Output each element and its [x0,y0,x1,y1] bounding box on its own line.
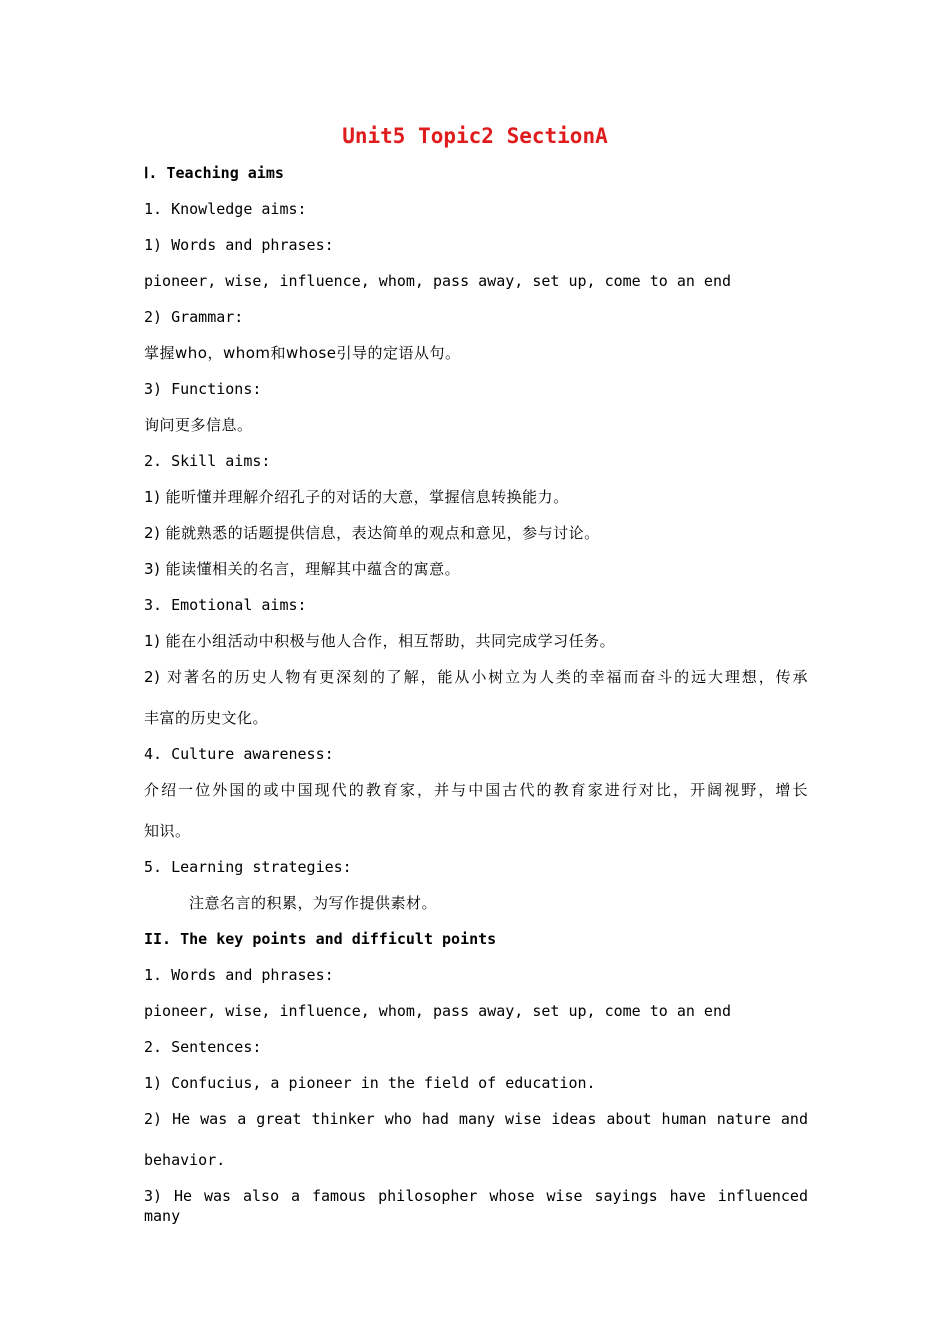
subheading-culture-awareness: 4. Culture awareness: [144,745,334,763]
key-words-list: pioneer, wise, influence, whom, pass away, set up, come to an end [144,1002,731,1020]
skill-aim-1: 1) 能听懂并理解介绍孔子的对话的大意，掌握信息转换能力。 [144,488,569,506]
emotional-aim-1: 1) 能在小组活动中积极与他人合作，相互帮助，共同完成学习任务。 [144,632,616,650]
functions-text: 询问更多信息。 [144,416,253,434]
skill-aim-3: 3) 能读懂相关的名言，理解其中蕴含的寓意。 [144,560,461,578]
grammar-text: 掌握who，whom和whose引导的定语从句。 [144,344,461,362]
sentence-1: 1) Confucius, a pioneer in the field of education. [144,1074,596,1092]
culture-awareness-continued: 知识。 [144,822,191,840]
learning-strategies-text: 注意名言的积累，为写作提供素材。 [189,894,438,912]
document-title: Unit5 Topic2 SectionA [342,124,608,148]
emotional-aim-2-continued: 丰富的历史文化。 [144,709,269,727]
subheading-words-and-phrases: 1. Words and phrases: [144,966,334,984]
sentence-2: 2) He was a great thinker who had many wise ideas about human nature and [144,1110,808,1128]
subheading-learning-strategies: 5. Learning strategies: [144,858,352,876]
sentence-2-continued: behavior. [144,1151,226,1169]
subheading-skill-aims: 2. Skill aims: [144,452,271,470]
item-words-and-phrases: 1) Words and phrases: [144,236,334,254]
sentence-3: 3) He was also a famous philosopher whose wise sayings have influenced many [144,1187,808,1225]
subheading-sentences: 2. Sentences: [144,1038,262,1056]
item-grammar: 2) Grammar: [144,308,244,326]
item-functions: 3) Functions: [144,380,262,398]
culture-awareness-text: 介绍一位外国的或中国现代的教育家，并与中国古代的教育家进行对比，开阔视野，增长 [144,781,808,799]
emotional-aim-2: 2) 对著名的历史人物有更深刻的了解，能从小树立为人类的幸福而奋斗的远大理想，传承 [144,668,808,686]
skill-aim-2: 2) 能就熟悉的话题提供信息，表达简单的观点和意见，参与讨论。 [144,524,600,542]
subheading-knowledge-aims: 1. Knowledge aims: [144,200,307,218]
section-heading-key-points: II. The key points and difficult points [144,930,497,948]
words-list: pioneer, wise, influence, whom, pass away, set up, come to an end [144,272,731,290]
subheading-emotional-aims: 3. Emotional aims: [144,596,307,614]
section-heading-teaching-aims: Ⅰ. Teaching aims [144,164,284,182]
